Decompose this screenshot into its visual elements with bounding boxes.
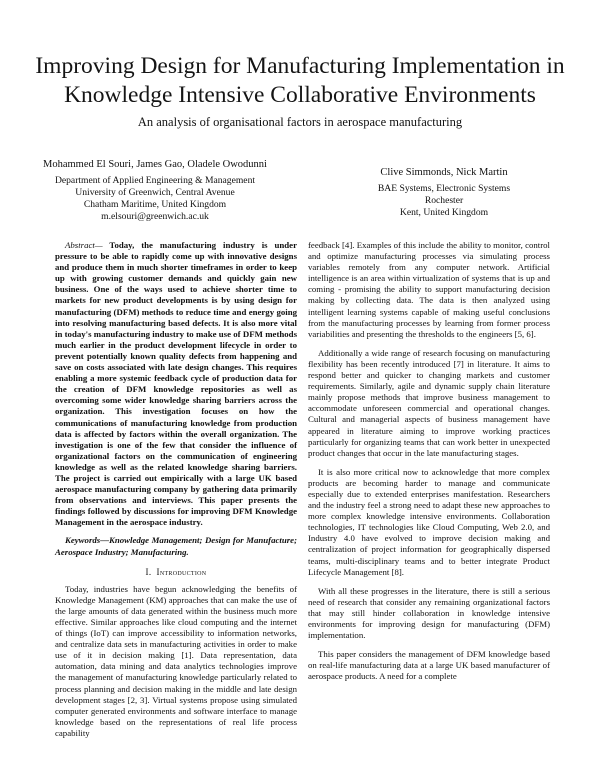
- body-paragraph: With all these progresses in the literature, there is still a serious need of research that consider any remaining organizational factors that may still hinder collaboration in knowledge intensive environments for improving design for manufacturing (DFM) implementation.: [308, 585, 550, 641]
- author-affiliation-line: University of Greenwich, Central Avenue: [75, 187, 235, 198]
- author-affiliation-line: Chatham Maritime, United Kingdom: [83, 199, 227, 210]
- author-block-greenwich: [30, 158, 280, 223]
- body-paragraph: This paper considers the management of DFM knowledge based on real-life manufacturing data at a large UK based manufacturer of aerospace products. A need for a complete: [308, 649, 550, 682]
- author-affiliation-line: Department of Applied Engineering & Management: [54, 175, 256, 186]
- body-paragraph: Additionally a wide range of research focusing on manufacturing flexibility has been recently introduced [7] in literature. It aims to respond better and quicker to changing markets and customer requirements. Similarly, agile and dynamic supply chain literature mainly propose methods that improve business management to accommodate unforeseen commercial and operational changes. Cultural and managerial aspects of business management have appeared in literature aiming to improve working practices particularly for organizing teams that can work better in unexpected product changes that occur in the late manufacturing stages.: [308, 347, 550, 458]
- section-numeral: I.: [145, 566, 152, 577]
- body-paragraph: It is also more critical now to acknowledge that more complex products are becoming harder to manage and communicate especially due to extended enterprises manifestation. Researchers and the industry feel a strong need to adapt these new approaches to more complex knowledge intensive environments. Collaboration technologies, IT technologies like Cloud Computing, Web 2.0, and Industry 4.0 have evolved to improve decision making and centralization of project information for geographically dispersed teams, multi-disciplinary teams and to better integrate Product Lifecycle Management [8].: [308, 466, 550, 577]
- author-email: m.elsouri@greenwich.ac.uk: [101, 211, 209, 222]
- section-heading: [55, 567, 297, 578]
- body-paragraph: feedback [4]. Examples of this include the ability to monitor, control and optimize manufacturing processes via simulating process variables remotely from any computer network. Artificial intelligence is an area within virtualization of systems that is up and coming - promising the ability to support manufacturing decision making by collecting data. The data is then analyzed using intelligent learning systems capable of making useful conclusions from the manufacturing processes by learning from former process variabilities and presenting the thresholds to the engineers [5, 6].: [308, 240, 550, 339]
- author-names: Mohammed El Souri, James Gao, Oladele Owodunni: [43, 159, 267, 170]
- author-affiliation-line: Kent, United Kingdom: [399, 207, 489, 218]
- keywords-text: Knowledge Management; Design for Manufacture; Aerospace Industry; Manufacturing.: [55, 535, 297, 557]
- author-names: Clive Simmonds, Nick Martin: [380, 167, 508, 178]
- right-column: [308, 240, 550, 682]
- keywords: [55, 535, 297, 557]
- author-affiliation-line: Rochester: [424, 195, 464, 206]
- left-column: [55, 240, 297, 739]
- section-title: Introduction: [156, 566, 207, 577]
- author-affiliation-line: BAE Systems, Electronic Systems: [377, 183, 511, 194]
- abstract-text: Today, the manufacturing industry is under pressure to be able to rapidly come up with innovative designs and produce them in much shorter timeframes in order to keep up with growing customer demands and quickly gain new business. One of the ways used to achieve shorter time to markets for new product developments is by using design for manufacturing (DFM) methods to reduce time and energy going into resolving manufacturing based defects. It is also more vital in today's manufacturing industry to make use of DFM methods much earlier in the product development lifecycle in order to prevent potentially known quality defects from happening and save on costs associated with late design changes. This requires enabling a more systemic feedback cycle of production data for the creation of DFM knowledge repositories as well as overcoming some wider knowledge sharing barriers across the organization. This investigation focuses on how the communications of manufacturing knowledge from production data is affected by factors within the overall organization. The investigation is one of the few that consider the influence of organizational factors on the communication of engineering knowledge as well as the related knowledge sharing barriers. The project is carried out empirically with a large UK based aerospace manufacturing company by gathering data primarily from observations and interviews. This paper presents the findings followed by discussions for improving DFM Knowledge Management in the aerospace industry.: [55, 240, 297, 528]
- paper-title: Improving Design for Manufacturing Implementation in Knowledge Intensive Collaborative Environments: [35, 53, 565, 108]
- abstract-lead: Abstract—: [65, 240, 103, 250]
- body-paragraph: Today, industries have begun acknowledging the benefits of Knowledge Management (KM) approaches that can make the use of the large amounts of data generated within the business much more effective. Similar approaches like cloud computing and the internet of things (IoT) can improve accessibility to information networks, and centralize data sets in manufacturing activities in order to make use of it in decision making [1]. Data representation, data automation, data mining and data analytics technologies improve the management of manufacturing knowledge particularly related to process planning and decision making in the middle and late design development stages [2, 3]. Virtual systems propose using simulated computer generated environments and software interface to manage knowledge based on the representations of real life process capability: [55, 583, 297, 738]
- abstract: [55, 240, 297, 528]
- author-block-bae: [318, 166, 570, 219]
- paper-subtitle: An analysis of organisational factors in aerospace manufacturing: [137, 115, 463, 129]
- keywords-lead: Keywords—: [65, 535, 109, 546]
